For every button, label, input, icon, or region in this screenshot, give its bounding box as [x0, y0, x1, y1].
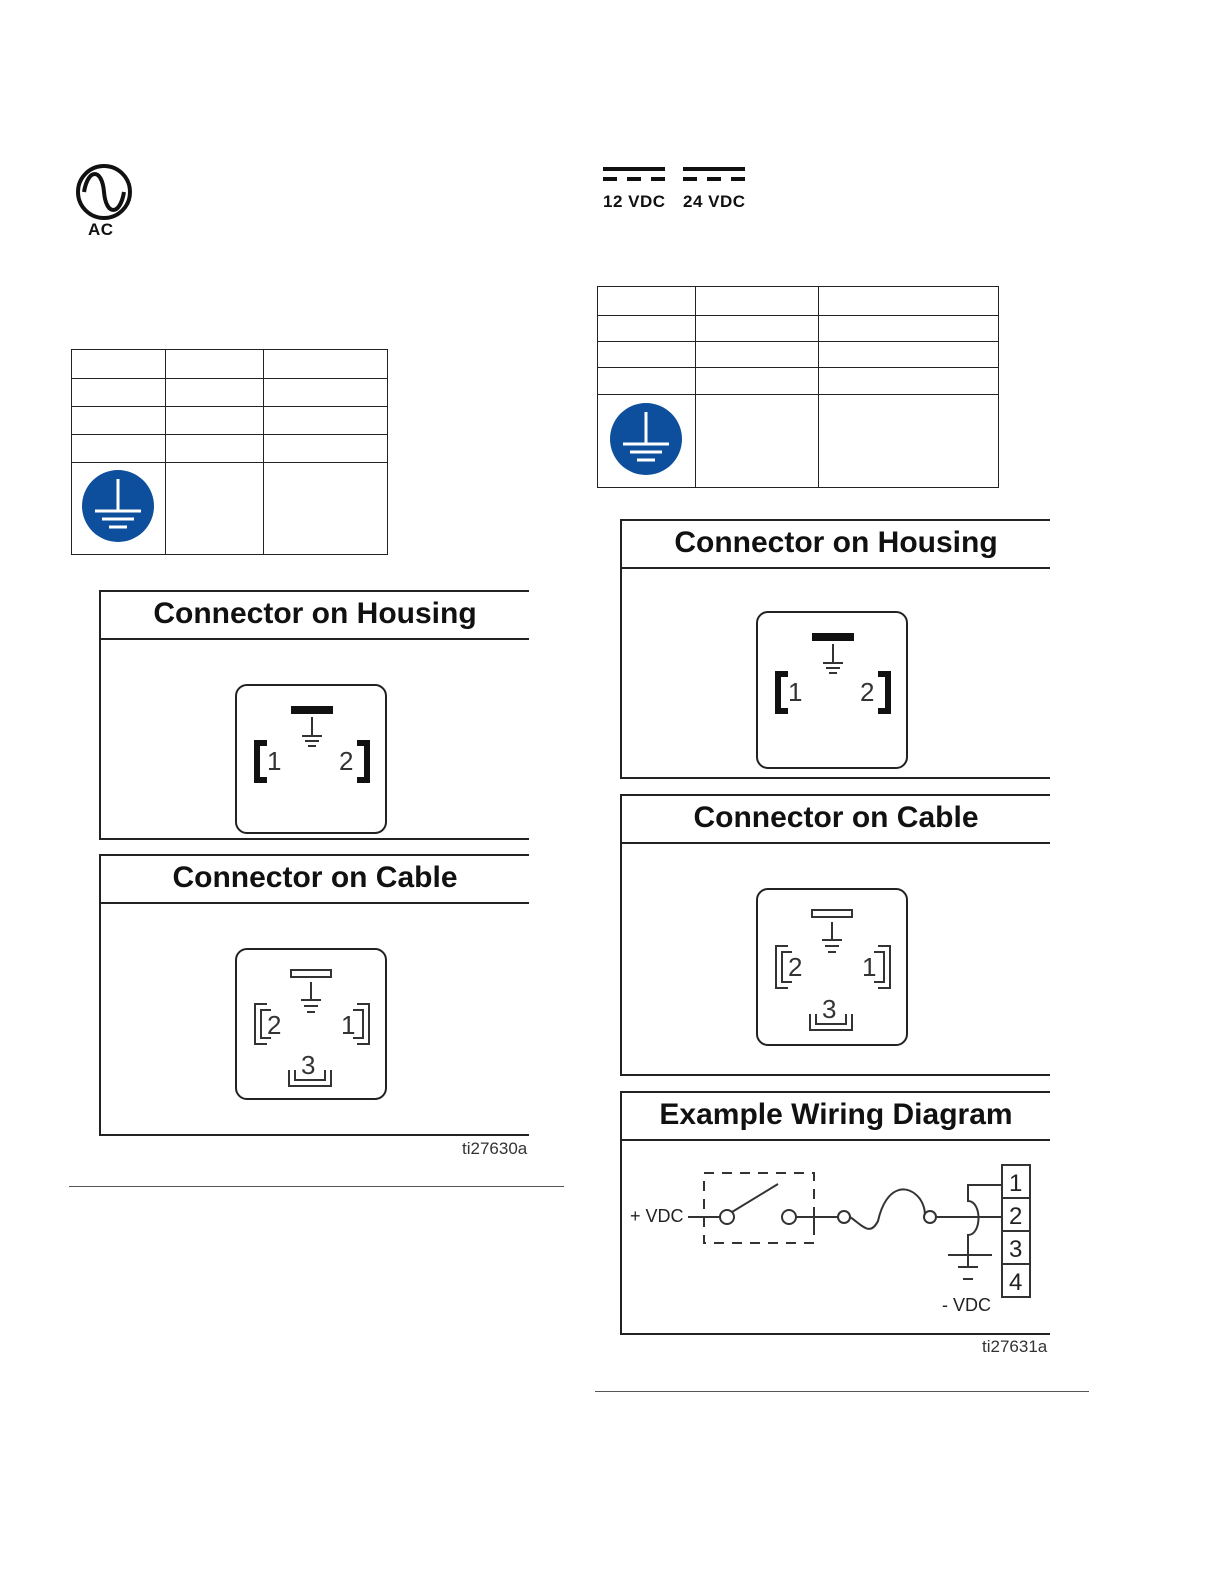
- wiring-schematic: [622, 1139, 1050, 1335]
- pin-1-label: 1: [341, 1010, 356, 1040]
- dc-24v-symbol: [683, 165, 753, 215]
- positive-vdc-label: + VDC: [630, 1206, 684, 1226]
- vdc-12-label: 12 VDC: [603, 192, 666, 211]
- table-cell: [598, 287, 696, 316]
- table-cell: [818, 368, 998, 395]
- panel-title: Connector on Housing: [622, 521, 1050, 569]
- table-cell: [818, 316, 998, 342]
- pin-2-label: 2: [267, 1010, 282, 1040]
- dc-symbol-icon: [683, 165, 747, 185]
- ground-icon: [609, 402, 683, 476]
- table-cell: [165, 463, 264, 555]
- negative-vdc-label: - VDC: [942, 1295, 991, 1315]
- table-cell: [598, 342, 696, 368]
- table-cell: [72, 435, 166, 463]
- ground-cell: [598, 395, 696, 488]
- right-cable-panel: [620, 794, 1050, 1076]
- table-cell: [818, 342, 998, 368]
- figure-id: ti27630a: [462, 1139, 528, 1158]
- ac-power-symbol: [74, 162, 134, 242]
- switch-contact-right: [782, 1210, 796, 1224]
- table-cell: [72, 379, 166, 407]
- housing-pin-layout-icon: [237, 686, 387, 834]
- left-spec-table: [71, 349, 388, 555]
- dc-symbol-icon: [603, 165, 667, 185]
- right-spec-table: [597, 286, 999, 488]
- table-cell: [72, 407, 166, 435]
- housing-connector-face: [756, 611, 908, 769]
- pin-3-label: 3: [301, 1050, 316, 1080]
- table-cell: [165, 407, 264, 435]
- switch-enclosure: [704, 1173, 814, 1243]
- table-cell: [264, 463, 388, 555]
- wiring-diagram-panel: [620, 1091, 1050, 1335]
- table-cell: [165, 350, 264, 379]
- table-cell: [695, 395, 818, 488]
- dc-12v-symbol: [603, 165, 673, 215]
- table-cell: [264, 407, 388, 435]
- ground-cell: [72, 463, 166, 555]
- table-cell: [695, 287, 818, 316]
- table-cell: [598, 368, 696, 395]
- terminal-2-label: 2: [1009, 1203, 1023, 1230]
- solenoid-bracket: [968, 1185, 1002, 1255]
- fuse-element: [850, 1189, 925, 1228]
- table-cell: [264, 435, 388, 463]
- table-cell: [72, 350, 166, 379]
- table-cell: [165, 379, 264, 407]
- cable-connector-face: [235, 948, 387, 1100]
- pin-3-label: 3: [822, 994, 837, 1024]
- table-cell: [264, 379, 388, 407]
- vdc-24-label: 24 VDC: [683, 192, 746, 211]
- cable-connector-face: [756, 888, 908, 1046]
- pin-2-label: 2: [339, 746, 354, 776]
- terminal-1-label: 1: [1009, 1170, 1023, 1197]
- ground-icon: [81, 469, 155, 543]
- left-cable-panel: [99, 854, 529, 1136]
- ac-label: AC: [88, 220, 114, 239]
- right-housing-panel: [620, 519, 1050, 779]
- housing-pin-layout-icon: [758, 613, 908, 769]
- ac-sine-icon: [74, 162, 134, 222]
- section-divider: [69, 1186, 564, 1187]
- table-cell: [695, 316, 818, 342]
- fuse-terminal-left: [838, 1211, 850, 1223]
- pin-2-label: 2: [788, 952, 803, 982]
- table-cell: [818, 395, 998, 488]
- table-cell: [598, 316, 696, 342]
- left-housing-panel: [99, 590, 529, 840]
- panel-title: Connector on Housing: [101, 592, 529, 640]
- switch-contact-left: [720, 1210, 734, 1224]
- section-divider: [595, 1391, 1089, 1392]
- table-cell: [695, 368, 818, 395]
- panel-title: Connector on Cable: [622, 796, 1050, 844]
- switch-blade: [732, 1184, 778, 1212]
- pin-1-label: 1: [862, 952, 877, 982]
- terminal-4-label: 4: [1009, 1269, 1023, 1296]
- pin-2-label: 2: [860, 677, 875, 707]
- table-cell: [818, 287, 998, 316]
- figure-id: ti27631a: [982, 1337, 1048, 1356]
- panel-title: Example Wiring Diagram: [622, 1093, 1050, 1141]
- table-cell: [264, 350, 388, 379]
- pin-1-label: 1: [788, 677, 803, 707]
- pin-1-label: 1: [267, 746, 282, 776]
- terminal-3-label: 3: [1009, 1236, 1023, 1263]
- panel-title: Connector on Cable: [101, 856, 529, 904]
- fuse-terminal-right: [924, 1211, 936, 1223]
- housing-connector-face: [235, 684, 387, 834]
- table-cell: [695, 342, 818, 368]
- table-cell: [165, 435, 264, 463]
